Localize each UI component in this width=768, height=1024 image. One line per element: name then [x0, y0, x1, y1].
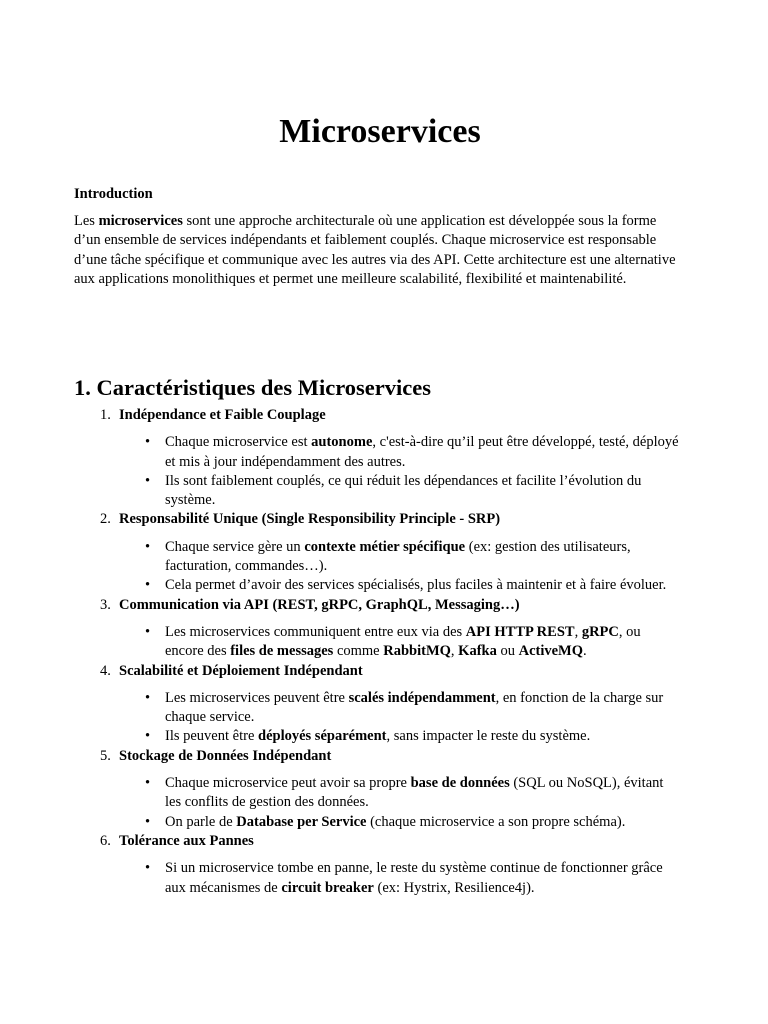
list-item-title: Indépendance et Faible Couplage	[119, 407, 326, 423]
bullet-item	[74, 813, 686, 832]
bullet-text-bold: RabbitMQ	[383, 643, 451, 660]
bullet-text: , en fonction de la charge sur chaque service.	[165, 689, 664, 726]
bullet-item	[74, 433, 686, 472]
list-item-title: Communication via API (REST, gRPC, GraphQL, Messaging…)	[119, 596, 520, 613]
list-item	[74, 406, 686, 510]
list-item-title: Stockage de Données Indépendant	[119, 747, 332, 764]
bullet-text-bold: gRPC	[581, 623, 619, 640]
intro-text-part: sont une approche architecturale où une application est développée sous la forme d’un ensemble de services indépendants et faiblement couplés. Chaque microservice est responsable d’une tâche spécifique et communique avec les autres via des API. Cette architecture est une alternative aux applications monolithiques et permet une meilleure scalabilité, flexibilité et maintenabilité.	[74, 213, 676, 287]
list-item-title: Tolérance aux Pannes	[119, 832, 254, 849]
bullet-text-bold: ActiveMQ	[518, 643, 584, 660]
bullet-text: Chaque microservice peut avoir sa propre	[165, 775, 411, 792]
bullet-text: Chaque service gère un	[165, 538, 305, 555]
list-item-number: 3.	[100, 596, 111, 613]
bullet-text: (chaque microservice a son propre schéma).	[366, 813, 626, 830]
list-item-heading	[74, 596, 686, 615]
bullet-text-bold: base de données	[410, 775, 510, 792]
list-item-heading	[74, 832, 686, 851]
bullet-text: comme	[333, 643, 384, 660]
bullet-text: .	[583, 643, 587, 660]
bullet-icon: •	[145, 689, 151, 706]
bullet-icon: •	[145, 813, 151, 830]
list-item-heading	[74, 662, 686, 681]
list-item-heading	[74, 747, 686, 766]
list-item-heading	[74, 406, 686, 425]
list-item-title: Responsabilité Unique (Single Responsibility Principle - SRP)	[119, 511, 501, 528]
bullet-icon: •	[145, 472, 151, 489]
bullet-item	[74, 576, 686, 595]
list-item-number: 4.	[100, 662, 111, 679]
bullet-list	[74, 851, 686, 898]
bullet-text: (SQL ou NoSQL), évitant les conflits de gestion des données.	[165, 775, 664, 811]
list-item-number: 5.	[100, 747, 111, 764]
bullet-list	[74, 530, 686, 596]
bullet-list	[74, 425, 686, 510]
intro-heading: Introduction	[74, 186, 153, 202]
bullet-text-bold: contexte métier spécifique	[304, 538, 466, 555]
bullet-text: ou	[496, 643, 519, 660]
bullet-list	[74, 615, 686, 662]
bullet-text: ,	[574, 623, 582, 640]
bullet-text: (ex: Hystrix, Resilience4j).	[373, 879, 535, 896]
bullet-item	[74, 727, 686, 746]
document-title: Microservices	[279, 113, 481, 150]
intro-text-bold: microservices	[98, 213, 183, 229]
list-item	[74, 596, 686, 662]
bullet-text: , sans impacter le reste du système.	[386, 728, 591, 745]
bullet-text-bold: circuit breaker	[281, 879, 374, 896]
bullet-text: , ou encore des	[165, 623, 641, 660]
bullet-icon: •	[145, 434, 151, 451]
bullet-icon: •	[145, 728, 151, 745]
bullet-text: (ex: gestion des utilisateurs, facturation, commandes…).	[165, 538, 631, 575]
list-item-heading	[74, 510, 686, 529]
bullet-list	[74, 766, 686, 832]
bullet-text: On parle de	[165, 813, 237, 830]
bullet-list	[74, 681, 686, 747]
bullet-icon: •	[145, 775, 151, 792]
intro-paragraph	[74, 212, 686, 289]
bullet-text-bold: Database per Service	[236, 813, 367, 830]
bullet-item	[74, 623, 686, 662]
bullet-text-bold: files de messages	[230, 643, 334, 660]
bullet-item	[74, 774, 686, 813]
list-item-number: 6.	[100, 832, 111, 849]
bullet-icon: •	[145, 860, 151, 877]
bullet-text: Les microservices peuvent être	[165, 689, 349, 706]
bullet-icon: •	[145, 538, 151, 555]
bullet-text-bold: scalés indépendamment	[348, 689, 496, 706]
list-item	[74, 832, 686, 898]
bullet-text: Si un microservice tombe en panne, le reste du système continue de fonctionner grâce aux mécanismes de	[165, 860, 663, 896]
bullet-icon: •	[145, 623, 151, 640]
bullet-text: ,	[450, 643, 459, 660]
list-item	[74, 662, 686, 747]
bullet-item	[74, 472, 686, 511]
bullet-item	[74, 538, 686, 577]
bullet-item	[74, 859, 686, 898]
bullet-text: Ils peuvent être	[165, 728, 259, 745]
bullet-text: , c'est-à-dire qu’il peut être développé, testé, déployé et mis à jour indépendamment des autres.	[165, 434, 679, 470]
list-item-title: Scalabilité et Déploiement Indépendant	[119, 662, 363, 679]
section-heading: 1. Caractéristiques des Microservices	[74, 375, 431, 400]
intro-text-part: Les	[74, 213, 99, 229]
list-item-number: 1.	[100, 407, 111, 423]
bullet-item	[74, 689, 686, 728]
list-item-number: 2.	[100, 511, 111, 528]
bullet-text: Chaque microservice est	[165, 434, 312, 451]
characteristics-list	[74, 406, 686, 898]
list-item	[74, 747, 686, 832]
bullet-text-bold: API HTTP REST	[465, 623, 575, 640]
bullet-text: Les microservices communiquent entre eux via des	[165, 623, 466, 640]
bullet-text-bold: autonome	[311, 434, 373, 451]
bullet-text-bold: Kafka	[458, 643, 497, 660]
bullet-icon: •	[145, 577, 151, 594]
bullet-text: Ils sont faiblement couplés, ce qui réduit les dépendances et facilite l’évolution du système.	[165, 472, 642, 509]
list-item	[74, 510, 686, 595]
bullet-text: Cela permet d’avoir des services spécialisés, plus faciles à maintenir et à faire évoluer.	[165, 577, 667, 594]
bullet-text-bold: déployés séparément	[258, 728, 387, 745]
